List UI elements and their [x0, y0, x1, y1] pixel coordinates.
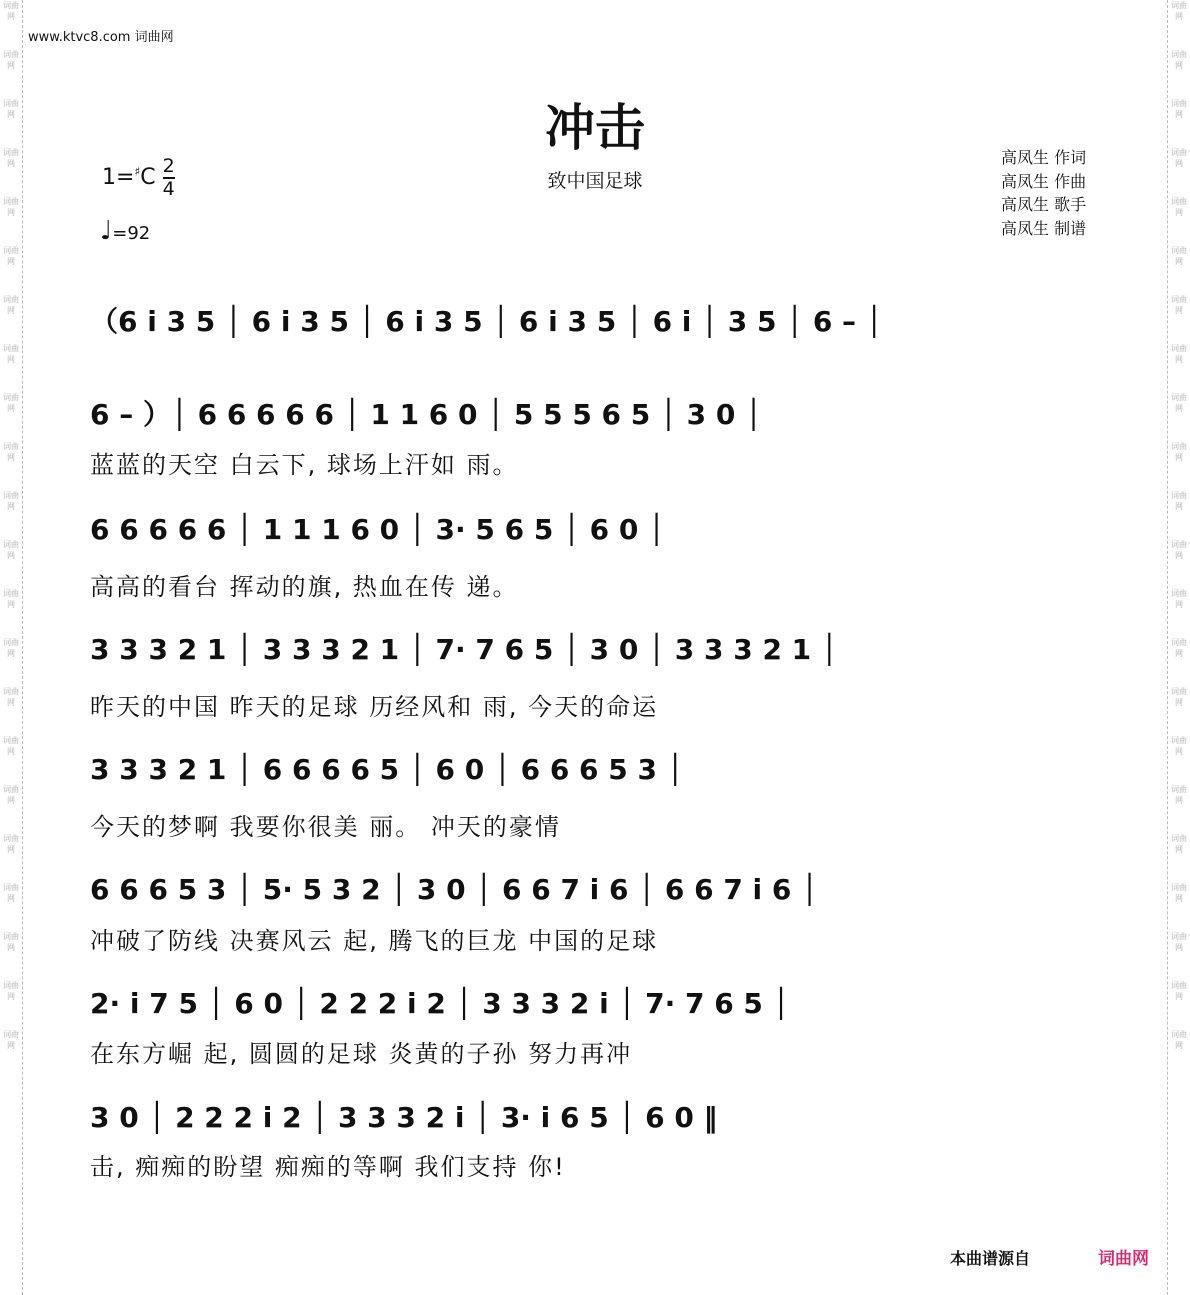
lyric-line: 击, 痴痴的盼望 痴痴的等啊 我们支持 你!	[90, 1153, 566, 1181]
credits	[1001, 146, 1086, 240]
notation-line: 6 6 6 6 6 │ 1 1 1 6 0 │ 3· 5 6 5 │ 6 0 │	[90, 513, 665, 546]
notation-line: 3 3 3 2 1 │ 6 6 6 6 5 │ 6 0 │ 6 6 6 5 3 │	[90, 753, 684, 786]
notation-line: 6 6 6 5 3 │ 5· 5 3 2 │ 3 0 │ 6 6 7 i 6 │ 6 6 7 i 6 │	[90, 873, 818, 906]
footer-source-label: 本曲谱源自	[950, 1249, 1031, 1268]
site-label: www.ktvc8.com 词曲网	[28, 30, 174, 45]
notation-line: 3 3 3 2 1 │ 3 3 3 2 1 │ 7· 7 6 5 │ 3 0 │ 3 3 3 2 1 │	[90, 633, 838, 666]
notation-line: 3 0 │ 2 2 2 i 2 │ 3 3 3 2 i │ 3· i 6 5 │ 6 0 ‖	[90, 1101, 718, 1134]
lyric-line: 昨天的中国 昨天的足球 历经风和 雨, 今天的命运	[90, 693, 659, 721]
footer-brand-link[interactable]: 词曲网	[1098, 1249, 1149, 1269]
credit-transcriber: 高凤生 制谱	[1001, 218, 1087, 238]
time-signature: $\frac{2}{4}$	[162, 155, 175, 200]
credit-composer: 高凤生 作曲	[1001, 171, 1087, 191]
lyric-line: 高高的看台 挥动的旗, 热血在传 递。	[90, 573, 519, 601]
lyric-line: 冲破了防线 决赛风云 起, 腾飞的巨龙 中国的足球	[90, 927, 659, 955]
lyric-line: 蓝蓝的天空 白云下, 球场上汗如 雨。	[90, 451, 519, 479]
notation-line: 6 – ）│ 6 6 6 6 6 │ 1 1 6 0 │ 5 5 5 6 5 │ 3 0 │	[90, 398, 762, 431]
credit-singer: 高凤生 歌手	[1001, 195, 1087, 214]
quarter-note-icon: ♩	[100, 216, 113, 246]
tempo-marking: ♩=92	[100, 216, 151, 246]
credit-lyricist: 高凤生 作词	[1001, 148, 1087, 167]
lyric-line: 在东方崛 起, 圆圆的足球 炎黄的子孙 努力再冲	[90, 1040, 633, 1068]
song-subtitle: 致中国足球	[547, 170, 643, 192]
key-signature: 1=♯C $\frac{2}{4}$	[102, 155, 175, 200]
notation-line: 2· i 7 5 │ 6 0 │ 2 2 2 i 2 │ 3 3 3 2 i │ 7· 7 6 5 │	[90, 987, 790, 1020]
lyric-line: 今天的梦啊 我要你很美 丽。 冲天的豪情	[90, 813, 561, 841]
song-title: 冲击	[545, 99, 645, 157]
left-border-watermark: 词曲网 词曲网 词曲网 词曲网 词曲网 词曲网 词曲网 词曲网 词曲网 词曲网 词曲网 词曲网 词曲网 词曲网 词曲网 词曲网 词曲网 词曲网 词曲网 词曲网 词曲网 词曲网	[0, 0, 23, 1295]
notation-line: （6 i 3 5 │ 6 i 3 5 │ 6 i 3 5 │ 6 i 3 5 │ 6 i │ 3 5 │ 6 – │	[90, 305, 883, 338]
right-border-watermark: 词曲网 词曲网 词曲网 词曲网 词曲网 词曲网 词曲网 词曲网 词曲网 词曲网 词曲网 词曲网 词曲网 词曲网 词曲网 词曲网 词曲网 词曲网 词曲网 词曲网 词曲网 词曲网	[1167, 0, 1190, 1295]
